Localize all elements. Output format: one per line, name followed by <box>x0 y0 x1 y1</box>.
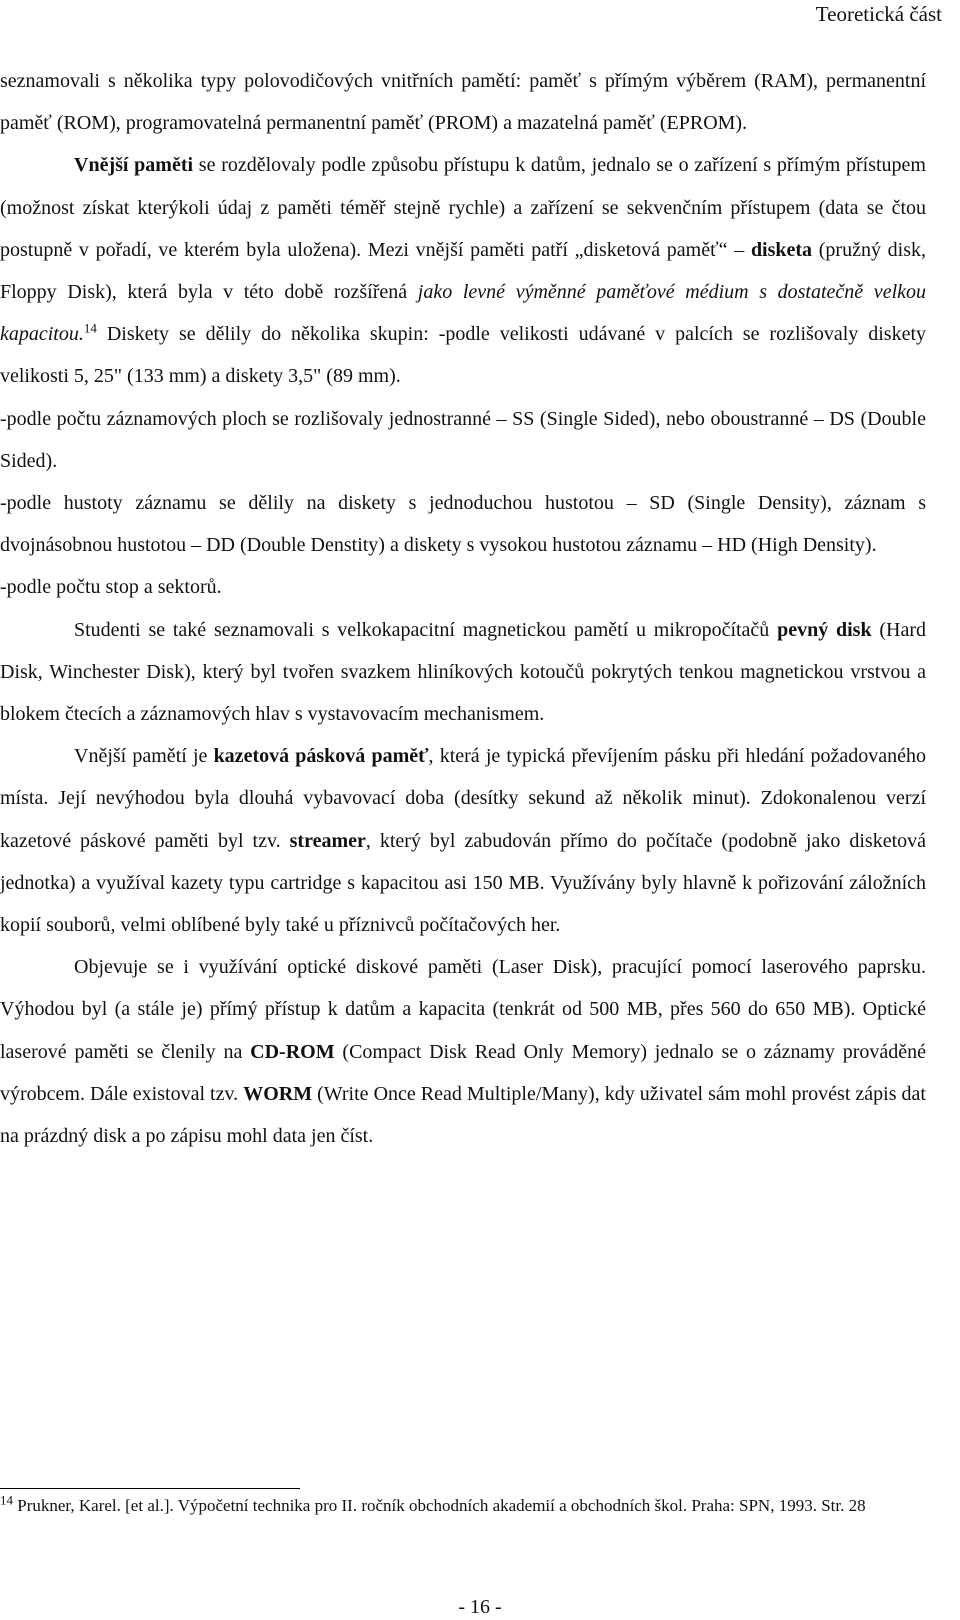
term-disketa: disketa <box>750 238 813 261</box>
paragraph-optical <box>0 946 926 1157</box>
footnote-separator <box>0 1488 300 1489</box>
text-run: Studenti se také seznamovali s velkokapacitní magnetickou pamětí u mikropočítačů <box>74 618 778 641</box>
text-run: (Hard Disk, Winchester Disk), který byl tvořen svazkem hliníkových kotoučů pokrytých tenkou magnetickou vrstvou a blokem čtecích a záznamových hlav s vystavovacím mechanismem. <box>0 618 926 726</box>
term-vnejsi-pameti: Vnější paměti <box>74 154 194 177</box>
footnote-number: 14 <box>0 1492 13 1508</box>
paragraph-sides <box>0 398 926 482</box>
text-run: seznamovali s několika typy polovodičových vnitřních pamětí: paměť s přímým výběrem (RAM), permanentní paměť (ROM), programovatelná permanentní paměť (PROM) a mazatelná paměť (EPROM). <box>0 70 926 135</box>
paragraph-1 <box>0 60 926 144</box>
running-header: Teoretická část <box>815 2 942 26</box>
paragraph-tape <box>0 735 926 946</box>
document-body <box>0 60 926 1157</box>
text-run: Vnější pamětí je <box>74 745 214 768</box>
text-run: -podle počtu záznamových ploch se rozlišovaly jednostranné – SS (Single Sided), nebo oboustranné – DS (Double Sided). <box>0 407 926 472</box>
text-run: (pružný disk, Floppy Disk), která byla v této době rozšířená <box>0 238 926 304</box>
text-run: , která je typická převíjením pásku při hledání požadovaného místa. Její nevýhodou byla dlouhá vybavovací doba (desítky sekund až několik minut). Zdokonalenou verzí kazetové páskové paměti byl tzv. <box>0 745 926 852</box>
text-run: , který byl zabudován přímo do počítače (podobně jako disketová jednotka) a využíval kazety typu cartridge s kapacitou asi 150 MB. Využívány byly hlavně k pořizování záložních kopií souborů, velmi oblíbené byly také u příznivců počítačových her. <box>0 829 927 937</box>
text-run: (Write Once Read Multiple/Many), kdy uživatel sám mohl provést zápis dat na prázdný disk a po zápisu mohl data jen číst. <box>0 1082 926 1148</box>
text-run: se rozdělovaly podle způsobu přístupu k datům, jednalo se o zařízení s přímým přístupem (možnost získat kterýkoli údaj z paměti téměř stejně rychle) a zařízení se sekvenčním přístupem (data se čtou postupně v pořadí, ve kterém byla uložena). Mezi vnější paměti patří „disketová paměť“ – <box>0 154 926 261</box>
paragraph-tracks <box>0 566 926 608</box>
footnote <box>0 1494 926 1518</box>
paragraph-external-memory <box>0 144 926 397</box>
footnote-14 <box>0 1494 926 1518</box>
footnote-ref: 14 <box>83 320 97 336</box>
page-number: - 16 - <box>458 1596 502 1618</box>
term-streamer: streamer <box>289 829 366 852</box>
text-run: -podle počtu stop a sektorů. <box>0 576 222 599</box>
paragraph-density <box>0 482 926 566</box>
quoted-definition: jako levné výměnné paměťové médium s dostatečně velkou kapacitou. <box>0 281 926 346</box>
term-pevny-disk: pevný disk <box>777 618 872 641</box>
term-kazetova-paskova-pamet: kazetová pásková paměť <box>213 745 429 768</box>
text-run: -podle hustoty záznamu se dělily na diskety s jednoduchou hustotou – SD (Single Density), záznam s dvojnásobnou hustotou – DD (Double Denstity) a diskety s vysokou hustotou záznamu – HD (High Density). <box>0 492 926 557</box>
term-worm: WORM <box>243 1082 313 1105</box>
paragraph-hard-disk <box>0 609 926 736</box>
text-run: Objevuje se i využívání optické diskové paměti (Laser Disk), pracující pomocí laserového paprsku. Výhodou byl (a stále je) přímý přístup k datům a kapacita (tenkrát od 500 MB, přes 560 do 650 MB). Optické laserové paměti se členily na <box>0 956 926 1063</box>
footnote-text: Prukner, Karel. [et al.]. Výpočetní technika pro II. ročník obchodních akademií a obchodních škol. Praha: SPN, 1993. Str. 28 <box>13 1496 866 1515</box>
text-run: (Compact Disk Read Only Memory) jednalo se o záznamy prováděné výrobcem. Dále existoval tzv. <box>0 1040 926 1105</box>
text-run: Diskety se dělily do několika skupin: -podle velikosti udávané v palcích se rozlišovaly diskety velikosti 5, 25" (133 mm) a diskety 3,5" (89 mm). <box>0 323 926 388</box>
term-cd-rom: CD-ROM <box>250 1040 335 1063</box>
